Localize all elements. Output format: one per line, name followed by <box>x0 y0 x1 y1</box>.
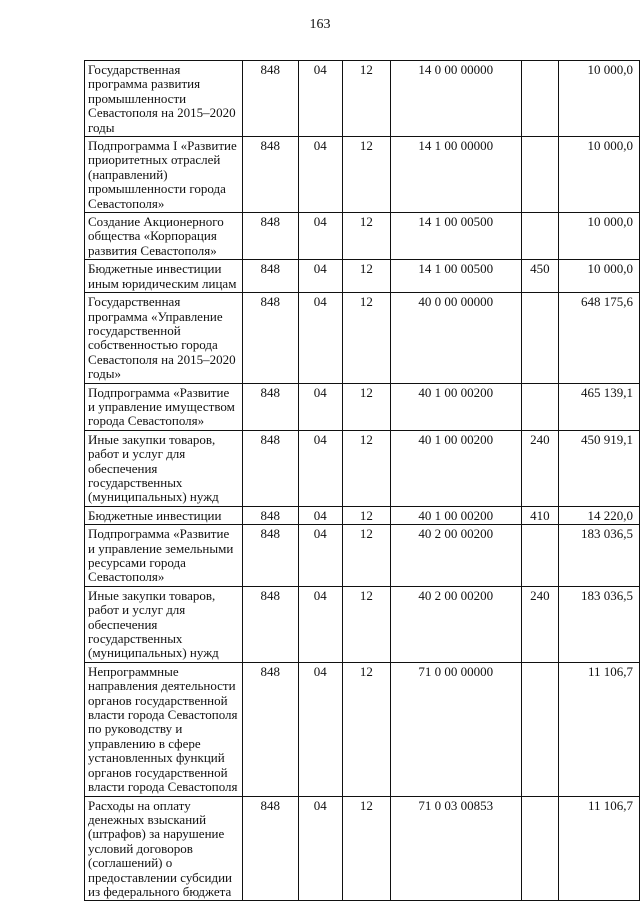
subsection-code-cell: 12 <box>343 61 391 137</box>
ministry-code-cell: 848 <box>243 61 298 137</box>
row-name-cell: Иные закупки товаров, работ и услуг для обеспечения государственных (муниципальных) нужд <box>85 430 243 506</box>
ministry-code-cell: 848 <box>243 525 298 587</box>
subsection-code-cell: 12 <box>343 383 391 430</box>
table-row <box>85 430 640 506</box>
subsection-code-cell: 12 <box>343 796 391 901</box>
row-name-cell: Подпрограмма «Развитие и управление имуществом города Севастополя» <box>85 383 243 430</box>
expense-type-cell <box>521 662 558 796</box>
target-article-cell: 40 1 00 00200 <box>390 430 521 506</box>
section-code-cell: 04 <box>298 61 343 137</box>
section-code-cell: 04 <box>298 383 343 430</box>
section-code-cell: 04 <box>298 525 343 587</box>
ministry-code-cell: 848 <box>243 293 298 383</box>
expense-type-cell: 450 <box>521 260 558 293</box>
subsection-code-cell: 12 <box>343 213 391 260</box>
section-code-cell: 04 <box>298 796 343 901</box>
ministry-code-cell: 848 <box>243 586 298 662</box>
amount-cell: 11 106,7 <box>558 796 639 901</box>
target-article-cell: 14 1 00 00500 <box>390 213 521 260</box>
target-article-cell: 71 0 03 00853 <box>390 796 521 901</box>
section-code-cell: 04 <box>298 506 343 524</box>
table-row <box>85 293 640 383</box>
table-row <box>85 213 640 260</box>
amount-cell: 648 175,6 <box>558 293 639 383</box>
expense-type-cell: 410 <box>521 506 558 524</box>
row-name-cell: Государственная программа развития промышленности Севастополя на 2015–2020 годы <box>85 61 243 137</box>
table-row <box>85 137 640 213</box>
target-article-cell: 14 1 00 00500 <box>390 260 521 293</box>
section-code-cell: 04 <box>298 430 343 506</box>
row-name-cell: Иные закупки товаров, работ и услуг для обеспечения государственных (муниципальных) нужд <box>85 586 243 662</box>
expense-type-cell <box>521 61 558 137</box>
expense-type-cell <box>521 213 558 260</box>
target-article-cell: 14 1 00 00000 <box>390 137 521 213</box>
page-number: 163 <box>309 17 331 32</box>
subsection-code-cell: 12 <box>343 293 391 383</box>
ministry-code-cell: 848 <box>243 430 298 506</box>
table-row <box>85 525 640 587</box>
row-name-cell: Государственная программа «Управление государственной собственностью города Севастополя на 2015–2020 годы» <box>85 293 243 383</box>
expense-type-cell <box>521 383 558 430</box>
ministry-code-cell: 848 <box>243 506 298 524</box>
target-article-cell: 40 2 00 00200 <box>390 525 521 587</box>
target-article-cell: 14 0 00 00000 <box>390 61 521 137</box>
row-name-cell: Непрограммные направления деятельности органов государственной власти города Севастополя по руководству и управлению в сфере установленных функций органов государственной власти города Севастополя <box>85 662 243 796</box>
subsection-code-cell: 12 <box>343 260 391 293</box>
budget-table <box>84 60 640 901</box>
subsection-code-cell: 12 <box>343 506 391 524</box>
subsection-code-cell: 12 <box>343 586 391 662</box>
amount-cell: 10 000,0 <box>558 61 639 137</box>
row-name-cell: Создание Акционерного общества «Корпорация развития Севастополя» <box>85 213 243 260</box>
expense-type-cell: 240 <box>521 430 558 506</box>
target-article-cell: 40 2 00 00200 <box>390 586 521 662</box>
table-row <box>85 586 640 662</box>
row-name-cell: Расходы на оплату денежных взысканий (штрафов) за нарушение условий договоров (соглашений) о предоставлении субсидии из федерального бюджета <box>85 796 243 901</box>
target-article-cell: 40 0 00 00000 <box>390 293 521 383</box>
row-name-cell: Бюджетные инвестиции иным юридическим лицам <box>85 260 243 293</box>
ministry-code-cell: 848 <box>243 137 298 213</box>
amount-cell: 14 220,0 <box>558 506 639 524</box>
amount-cell: 11 106,7 <box>558 662 639 796</box>
ministry-code-cell: 848 <box>243 213 298 260</box>
section-code-cell: 04 <box>298 213 343 260</box>
section-code-cell: 04 <box>298 662 343 796</box>
table-row <box>85 383 640 430</box>
section-code-cell: 04 <box>298 586 343 662</box>
subsection-code-cell: 12 <box>343 525 391 587</box>
table-row <box>85 662 640 796</box>
target-article-cell: 71 0 00 00000 <box>390 662 521 796</box>
amount-cell: 10 000,0 <box>558 137 639 213</box>
expense-type-cell <box>521 796 558 901</box>
subsection-code-cell: 12 <box>343 430 391 506</box>
subsection-code-cell: 12 <box>343 662 391 796</box>
section-code-cell: 04 <box>298 260 343 293</box>
ministry-code-cell: 848 <box>243 662 298 796</box>
target-article-cell: 40 1 00 00200 <box>390 383 521 430</box>
expense-type-cell <box>521 293 558 383</box>
expense-type-cell: 240 <box>521 586 558 662</box>
amount-cell: 183 036,5 <box>558 525 639 587</box>
amount-cell: 450 919,1 <box>558 430 639 506</box>
table-row <box>85 260 640 293</box>
row-name-cell: Бюджетные инвестиции <box>85 506 243 524</box>
ministry-code-cell: 848 <box>243 796 298 901</box>
section-code-cell: 04 <box>298 293 343 383</box>
row-name-cell: Подпрограмма I «Развитие приоритетных отраслей (направлений) промышленности города Севастополя» <box>85 137 243 213</box>
table-row <box>85 61 640 137</box>
table-row <box>85 796 640 901</box>
ministry-code-cell: 848 <box>243 260 298 293</box>
row-name-cell: Подпрограмма «Развитие и управление земельными ресурсами города Севастополя» <box>85 525 243 587</box>
table-row <box>85 506 640 524</box>
amount-cell: 10 000,0 <box>558 260 639 293</box>
section-code-cell: 04 <box>298 137 343 213</box>
amount-cell: 183 036,5 <box>558 586 639 662</box>
amount-cell: 10 000,0 <box>558 213 639 260</box>
subsection-code-cell: 12 <box>343 137 391 213</box>
expense-type-cell <box>521 525 558 587</box>
amount-cell: 465 139,1 <box>558 383 639 430</box>
ministry-code-cell: 848 <box>243 383 298 430</box>
expense-type-cell <box>521 137 558 213</box>
target-article-cell: 40 1 00 00200 <box>390 506 521 524</box>
